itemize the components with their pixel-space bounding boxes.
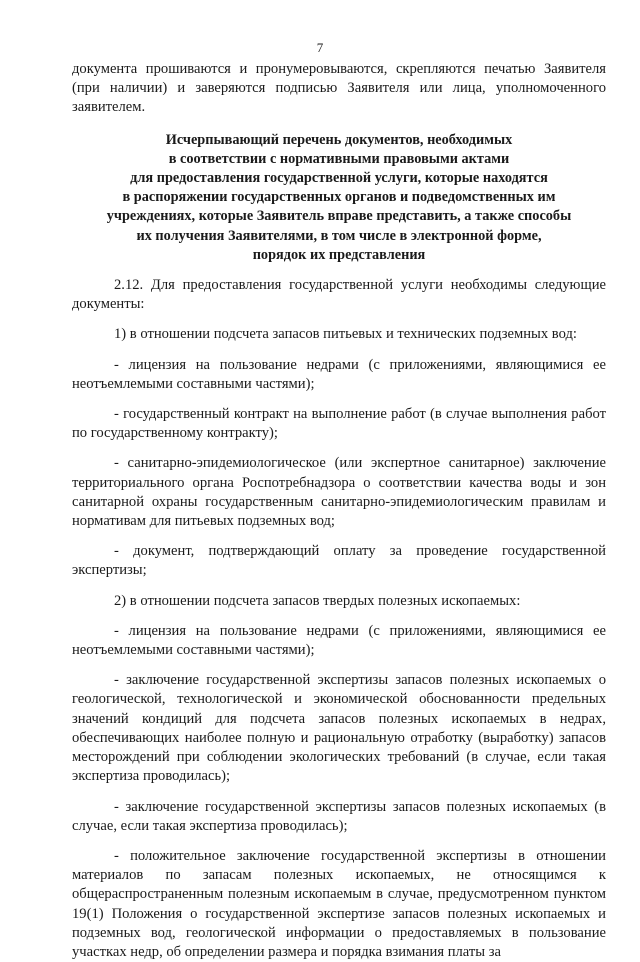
heading-line: порядок их представления	[252, 246, 426, 263]
list-item: - положительное заключение государственной экспертизы в отношении материалов по запасам полезных ископаемых, не относящимся к общераспространенным полезным ископаемым в случае, предусмотренном пунктом 19(1) Положения о государственной экспертизе запасов полезных ископаемых и подземных вод, геологической информации о предоставляемых в пользование участках недр, об определении размера и порядка взимания платы за	[72, 847, 606, 960]
list-item: - заключение государственной экспертизы запасов полезных ископаемых о геологической, технологической и экономической обоснованности предельных значений кондиций для подсчета запасов полезных ископаемых в недрах, обеспечивающих наиболее полную и рациональную отработку (выработку) запасов месторождений при соблюдении экологических требований (в случае, если такая экспертиза проводилась);	[72, 672, 606, 785]
section-heading	[72, 131, 606, 265]
list-item: - заключение государственной экспертизы запасов полезных ископаемых (в случае, если такая экспертиза проводилась);	[72, 798, 606, 834]
heading-line: учреждениях, которые Заявитель вправе представить, а также способы	[106, 208, 572, 225]
heading-line: в соответствии с нормативными правовыми актами	[168, 150, 510, 167]
list-item: - лицензия на пользование недрами (с приложениями, являющимися ее неотъемлемыми составными частями);	[72, 356, 606, 392]
list-item: - государственный контракт на выполнение работ (в случае выполнения работ по государственному контракту);	[72, 406, 606, 442]
list-item: - документ, подтверждающий оплату за проведение государственной экспертизы;	[72, 543, 606, 579]
heading-line: для предоставления государственной услуги, которые находятся	[130, 170, 548, 187]
list-item-1-header: 1) в отношении подсчета запасов питьевых и технических подземных вод:	[114, 326, 577, 343]
heading-line: Исчерпывающий перечень документов, необходимых	[165, 131, 513, 148]
heading-line: в распоряжении государственных органов и подведомственных им	[122, 189, 556, 206]
list-item: - лицензия на пользование недрами (с приложениями, являющимися ее неотъемлемыми составными частями);	[72, 622, 606, 659]
paragraph-2-12: 2.12. Для предоставления государственной услуги необходимы следующие документы:	[72, 277, 606, 313]
page-number: 7	[316, 40, 324, 55]
intro-paragraph: документа прошиваются и пронумеровываются, скрепляются печатью Заявителя (при наличии) и заверяются подписью Заявителя или лица, уполномоченного заявителем.	[72, 61, 606, 116]
list-item-2-header: 2) в отношении подсчета запасов твердых полезных ископаемых:	[114, 592, 521, 609]
heading-line: их получения Заявителями, в том числе в электронной форме,	[136, 227, 542, 244]
list-item: - санитарно-эпидемиологическое (или экспертное санитарное) заключение территориального органа Роспотребнадзора о соответствии качества воды и зон санитарной охраны государственным санитарно-эпидемиологическим правилам и нормативам для питьевых подземных вод;	[72, 455, 606, 530]
document-body	[72, 60, 606, 962]
